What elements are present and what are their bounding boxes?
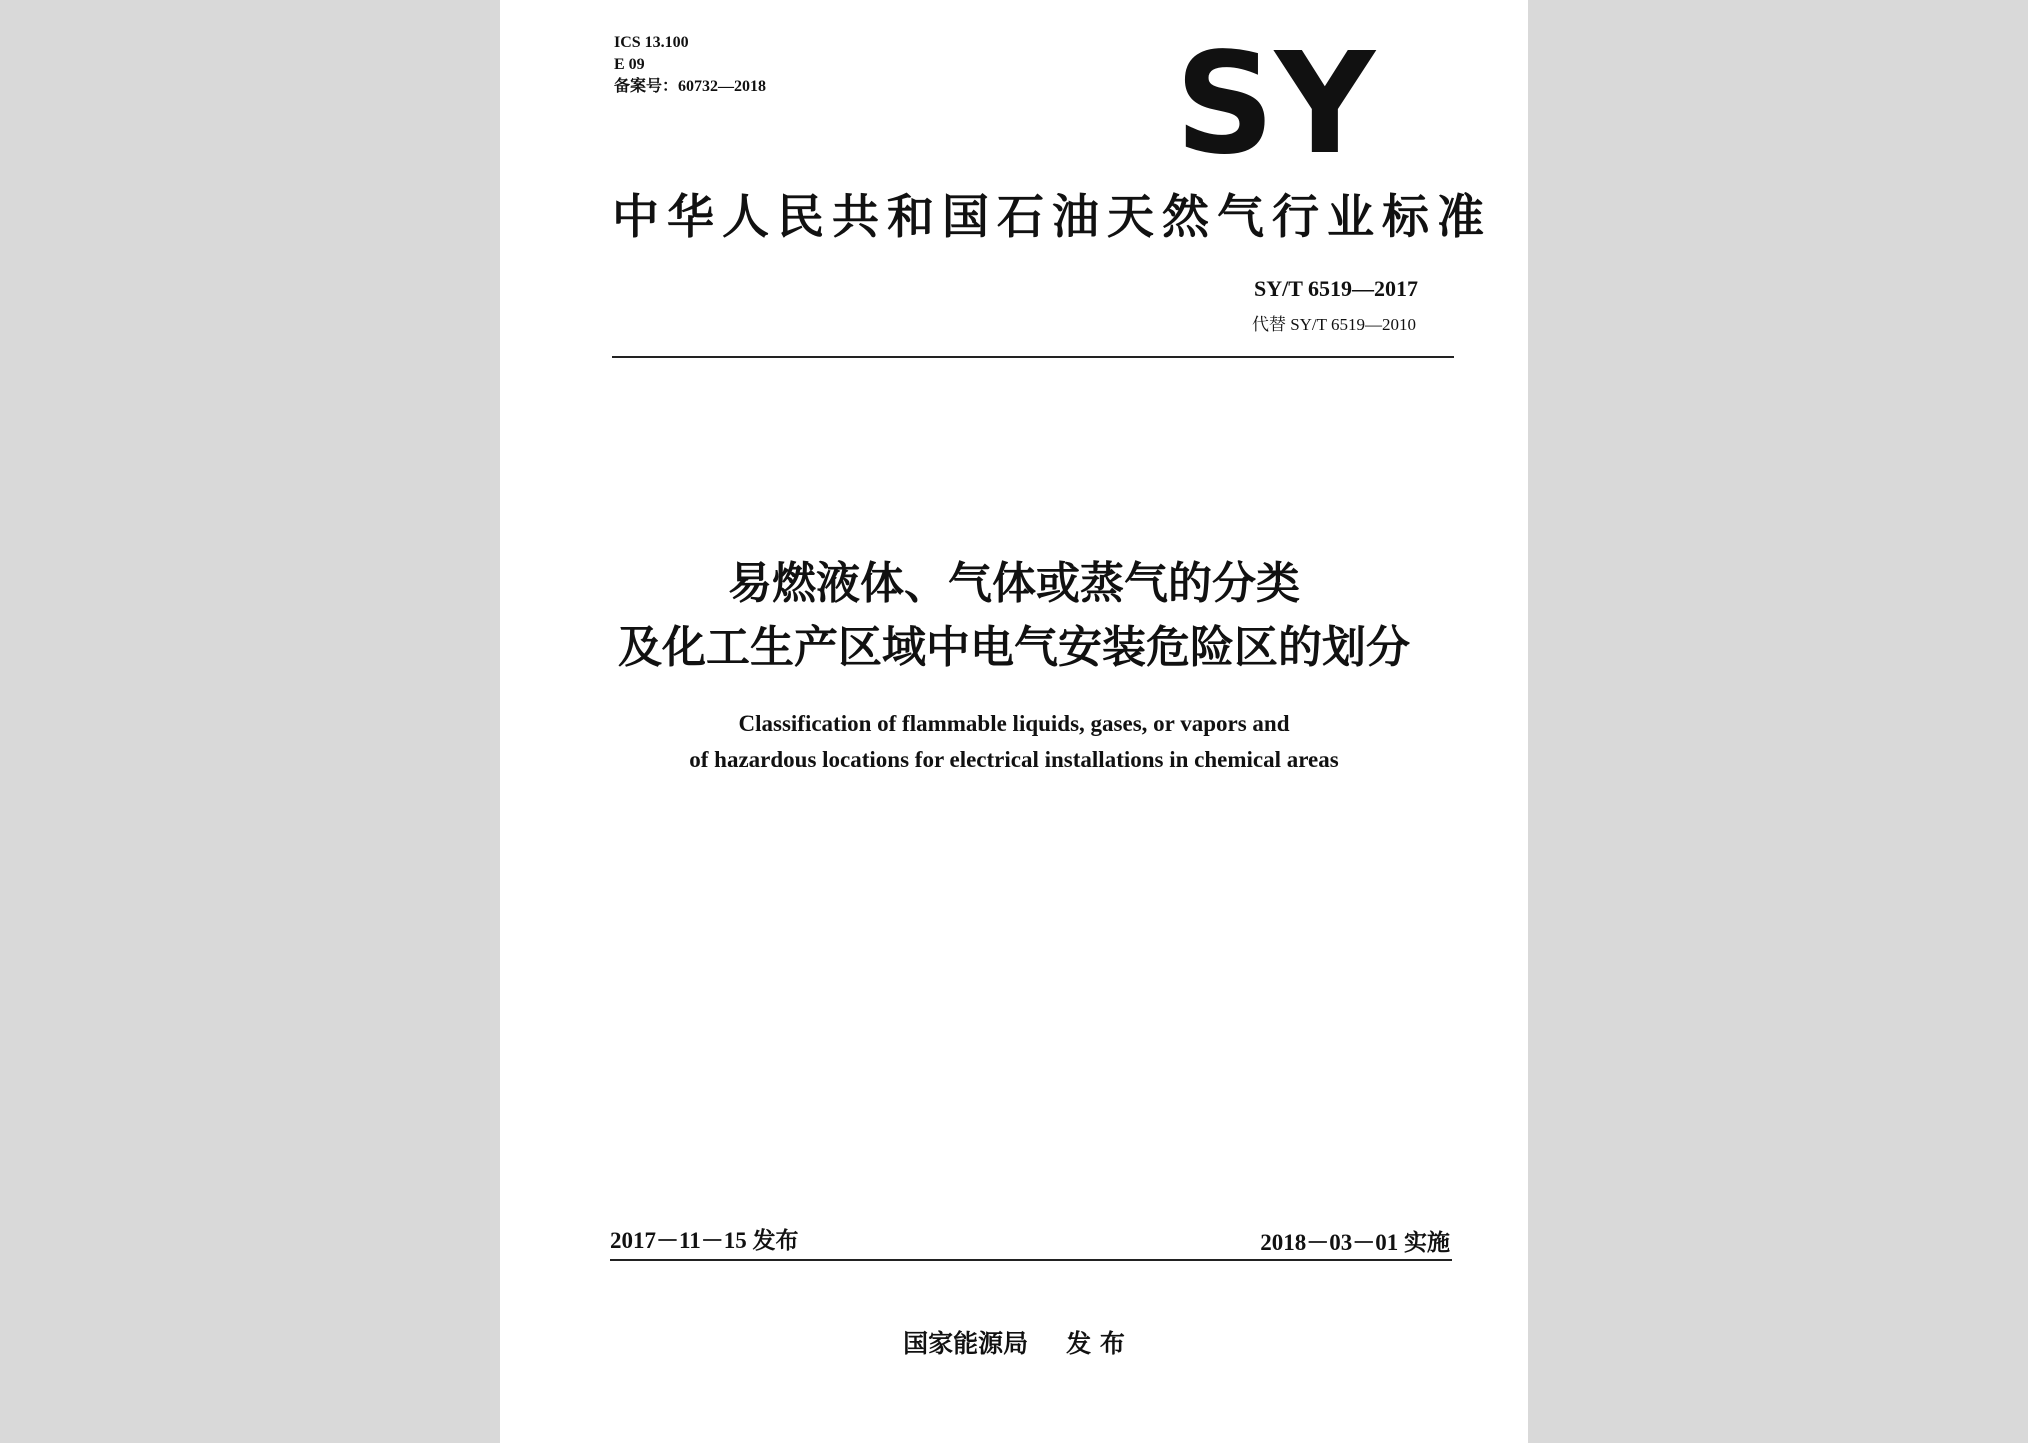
classification-block — [614, 32, 766, 98]
publisher-name: 国家能源局 — [903, 1329, 1029, 1358]
ccs-code: E 09 — [614, 56, 645, 73]
chinese-title-line-2: 及化工生产区域中电气安装危险区的划分 — [618, 622, 1410, 673]
industry-standard-title: 中华人民共和国石油天然气行业标准 — [612, 190, 1492, 245]
record-number: 备案号：60732—2018 — [614, 78, 767, 95]
english-title-line-1: Classification of flammable liquids, gases, or vapors and — [738, 711, 1290, 736]
issue-date: 2017－11－15 发布 — [610, 1228, 799, 1253]
top-divider — [612, 356, 1454, 358]
chinese-title — [560, 552, 1468, 680]
chinese-title-line-1: 易燃液体、气体或蒸气的分类 — [728, 558, 1300, 609]
replaces-standard: 代替 SY/T 6519—2010 — [1251, 315, 1416, 334]
english-title — [560, 706, 1468, 778]
logo-text: SY — [1175, 40, 1377, 158]
standard-code: SY/T 6519—2017 — [1253, 276, 1418, 301]
publish-label: 发 布 — [1066, 1329, 1125, 1358]
document-page — [500, 0, 1528, 1443]
ics-code: ICS 13.100 — [614, 34, 689, 51]
sy-logo-icon — [1172, 40, 1378, 158]
bottom-divider — [610, 1259, 1452, 1261]
publisher — [500, 1324, 1528, 1360]
english-title-line-2: of hazardous locations for electrical installations in chemical areas — [689, 747, 1339, 772]
implementation-date: 2018－03－01 实施 — [1260, 1230, 1450, 1255]
